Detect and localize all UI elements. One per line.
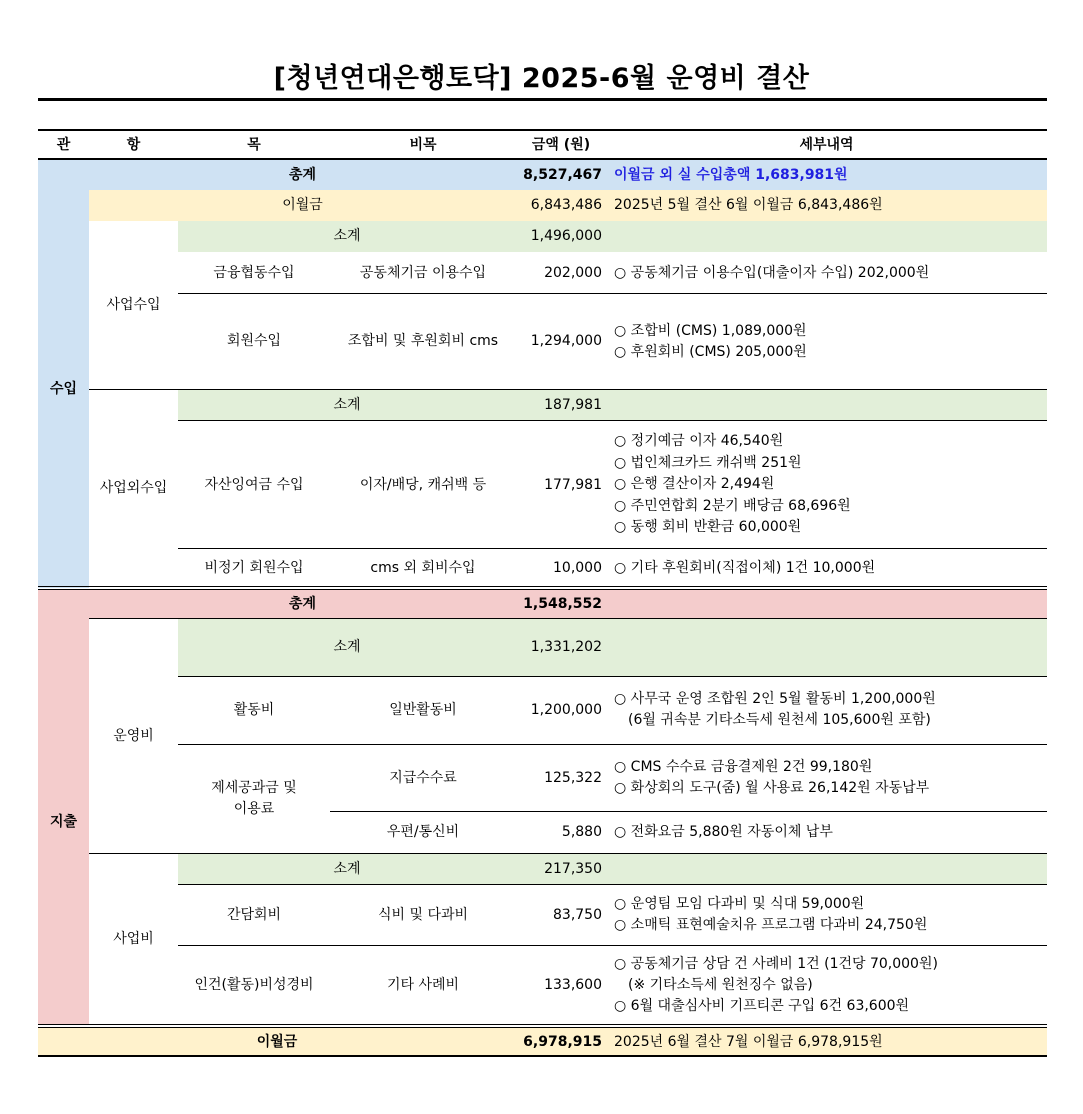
detail-line: ○ 6월 대출심사비 기프티콘 구입 6건 63,600원 (614, 998, 910, 1014)
hang-business-income: 사업수입 (106, 296, 161, 313)
bimok-community-fund: 공동체기금 이용수입 (359, 264, 487, 281)
row-divider (178, 420, 1047, 421)
row-divider (178, 884, 1047, 885)
carry-out-detail: 2025년 6월 결산 7월 이월금 6,978,915원 (614, 1033, 883, 1050)
detail-personnel-expense (606, 946, 1047, 1025)
title-underline (38, 98, 1047, 101)
bimok-other-honorarium: 기타 사례비 (386, 977, 460, 993)
row-divider (330, 811, 1047, 812)
table-top-rule (38, 129, 1047, 131)
amount-personnel-expense: 133,600 (544, 977, 602, 993)
detail-meeting (606, 884, 1047, 946)
detail-line: ○ 운영팀 모임 다과비 및 식대 59,000원 (614, 896, 865, 912)
detail-line: ○ CMS 수수료 금융결제원 2건 99,180원 (614, 759, 873, 775)
header-bottom-rule (38, 158, 1047, 160)
amount-meeting: 83,750 (553, 906, 602, 923)
detail-line: (※ 기타소득세 원천징수 없음) (628, 977, 813, 993)
income-total-amount: 8,527,467 (523, 166, 602, 183)
income-end-rule (38, 586, 1047, 587)
income-carry-detail: 2025년 5월 결산 6월 이월금 6,843,486원 (614, 197, 883, 213)
row-divider (178, 945, 1047, 946)
hang-operation: 운영비 (113, 727, 154, 744)
mok-line: 이용료 (233, 800, 275, 817)
detail-financial-coop: ○ 공동체기금 이용수입(대출이자 수입) 202,000원 (614, 264, 930, 281)
mok-irregular-member: 비정기 회원수입 (204, 559, 304, 576)
header-bimok: 비목 (409, 136, 437, 153)
detail-line: ○ 화상회의 도구(줌) 월 사용료 26,142원 자동납부 (614, 780, 930, 796)
amount-postal-telecom: 5,880 (561, 824, 602, 840)
carry-out-label: 이월금 (256, 1033, 298, 1050)
mok-personnel-expense: 인건(활동)비성경비 (194, 977, 314, 993)
amount-activity: 1,200,000 (530, 701, 602, 718)
expense-end-rule-2 (38, 1027, 1047, 1028)
mok-meeting: 간담회비 (226, 906, 282, 923)
row-divider (178, 676, 1047, 677)
nonbusiness-subtotal-amount: 187,981 (544, 397, 602, 413)
hang-nonbusiness-income: 사업외수입 (99, 480, 168, 496)
amount-financial-coop: 202,000 (544, 264, 602, 281)
detail-asset-surplus (606, 421, 1047, 549)
nonbusiness-subtotal-label: 소계 (333, 397, 361, 413)
amount-asset-surplus: 177,981 (544, 476, 602, 493)
page-title: [청년연대은행토닥] 2025-6월 운영비 결산 (273, 63, 810, 94)
bimok-interest-dividend: 이자/배당, 캐쉬백 등 (359, 476, 487, 493)
bimok-non-cms-dues: cms 외 회비수입 (370, 559, 476, 576)
amount-member-income: 1,294,000 (530, 333, 602, 349)
mok-taxes-fees (178, 744, 330, 853)
detail-line: (6월 귀속분 기타소득세 원천세 105,600원 포함) (628, 712, 931, 728)
project-subtotal-amount: 217,350 (544, 860, 602, 877)
gwan-expense: 지출 (49, 813, 78, 830)
detail-line: ○ 공동체기금 상담 건 사례비 1건 (1건당 70,000원) (614, 956, 938, 972)
business-subtotal-amount: 1,496,000 (530, 228, 602, 244)
amount-payment-fees: 125,322 (544, 769, 602, 786)
detail-line: ○ 법인체크카드 캐쉬백 251원 (614, 454, 802, 471)
mok-member-income: 회원수입 (226, 333, 282, 349)
detail-line: ○ 후원회비 (CMS) 205,000원 (614, 343, 807, 360)
mok-activity: 활동비 (233, 701, 275, 718)
detail-postal-telecom: ○ 전화요금 5,880원 자동이체 납부 (614, 824, 833, 840)
detail-member-income (606, 294, 1047, 389)
detail-line: ○ 사무국 운영 조합원 2인 5월 활동비 1,200,000원 (614, 691, 936, 707)
income-carry-label: 이월금 (282, 197, 323, 213)
gwan-income: 수입 (49, 380, 78, 397)
section-divider (89, 389, 1047, 390)
mok-line: 제세공과금 및 (211, 779, 297, 796)
header-gwan: 관 (56, 136, 71, 153)
row-divider (178, 744, 1047, 745)
header-mok: 목 (247, 136, 261, 153)
hang-project: 사업비 (113, 931, 154, 947)
bimok-postal-telecom: 우편/통신비 (386, 824, 460, 840)
mok-financial-coop: 금융협동수입 (213, 264, 295, 281)
header-detail: 세부내역 (799, 136, 854, 153)
business-subtotal-label: 소계 (333, 228, 361, 244)
row-divider (178, 293, 1047, 294)
header-hang: 항 (126, 136, 141, 153)
operation-subtotal-amount: 1,331,202 (530, 639, 602, 655)
detail-line: ○ 동행 회비 반환금 60,000원 (614, 519, 802, 536)
detail-activity (606, 676, 1047, 744)
detail-line: ○ 주민연합회 2분기 배당금 68,696원 (614, 497, 851, 514)
income-end-rule-2 (38, 589, 1047, 590)
income-total-label: 총계 (288, 166, 317, 183)
detail-line: ○ 정기예금 이자 46,540원 (614, 433, 784, 450)
bimok-general-activity: 일반활동비 (389, 701, 457, 718)
detail-line: ○ 소매틱 표현예술치유 프로그램 다과비 24,750원 (614, 917, 928, 933)
carry-out-amount: 6,978,915 (523, 1033, 602, 1050)
row-divider (178, 548, 1047, 549)
header-amount: 금액 (원) (531, 136, 591, 153)
bimok-dues-cms: 조합비 및 후원회비 cms (347, 333, 499, 349)
detail-line: ○ 은행 결산이자 2,494원 (614, 476, 775, 493)
table-bottom-rule (38, 1055, 1047, 1057)
income-total-detail: 이월금 외 실 수입총액 1,683,981원 (614, 166, 848, 183)
amount-irregular-member: 10,000 (553, 559, 602, 576)
expense-total-label: 총계 (288, 596, 317, 612)
income-carry-amount: 6,843,486 (530, 197, 602, 213)
project-subtotal-label: 소계 (333, 860, 361, 877)
expense-total-amount: 1,548,552 (523, 596, 602, 612)
operation-subtotal-label: 소계 (333, 639, 361, 655)
bimok-food-refreshments: 식비 및 다과비 (377, 906, 469, 923)
detail-line: ○ 조합비 (CMS) 1,089,000원 (614, 322, 807, 339)
section-divider (89, 853, 1047, 854)
detail-irregular-member: ○ 기타 후원회비(직접이체) 1건 10,000원 (614, 559, 876, 576)
expense-end-rule (38, 1024, 1047, 1025)
mok-asset-surplus: 자산잉여금 수입 (204, 476, 304, 493)
bimok-payment-fees: 지급수수료 (389, 769, 457, 786)
row-divider (89, 618, 1047, 619)
detail-payment-fees (606, 744, 1047, 812)
